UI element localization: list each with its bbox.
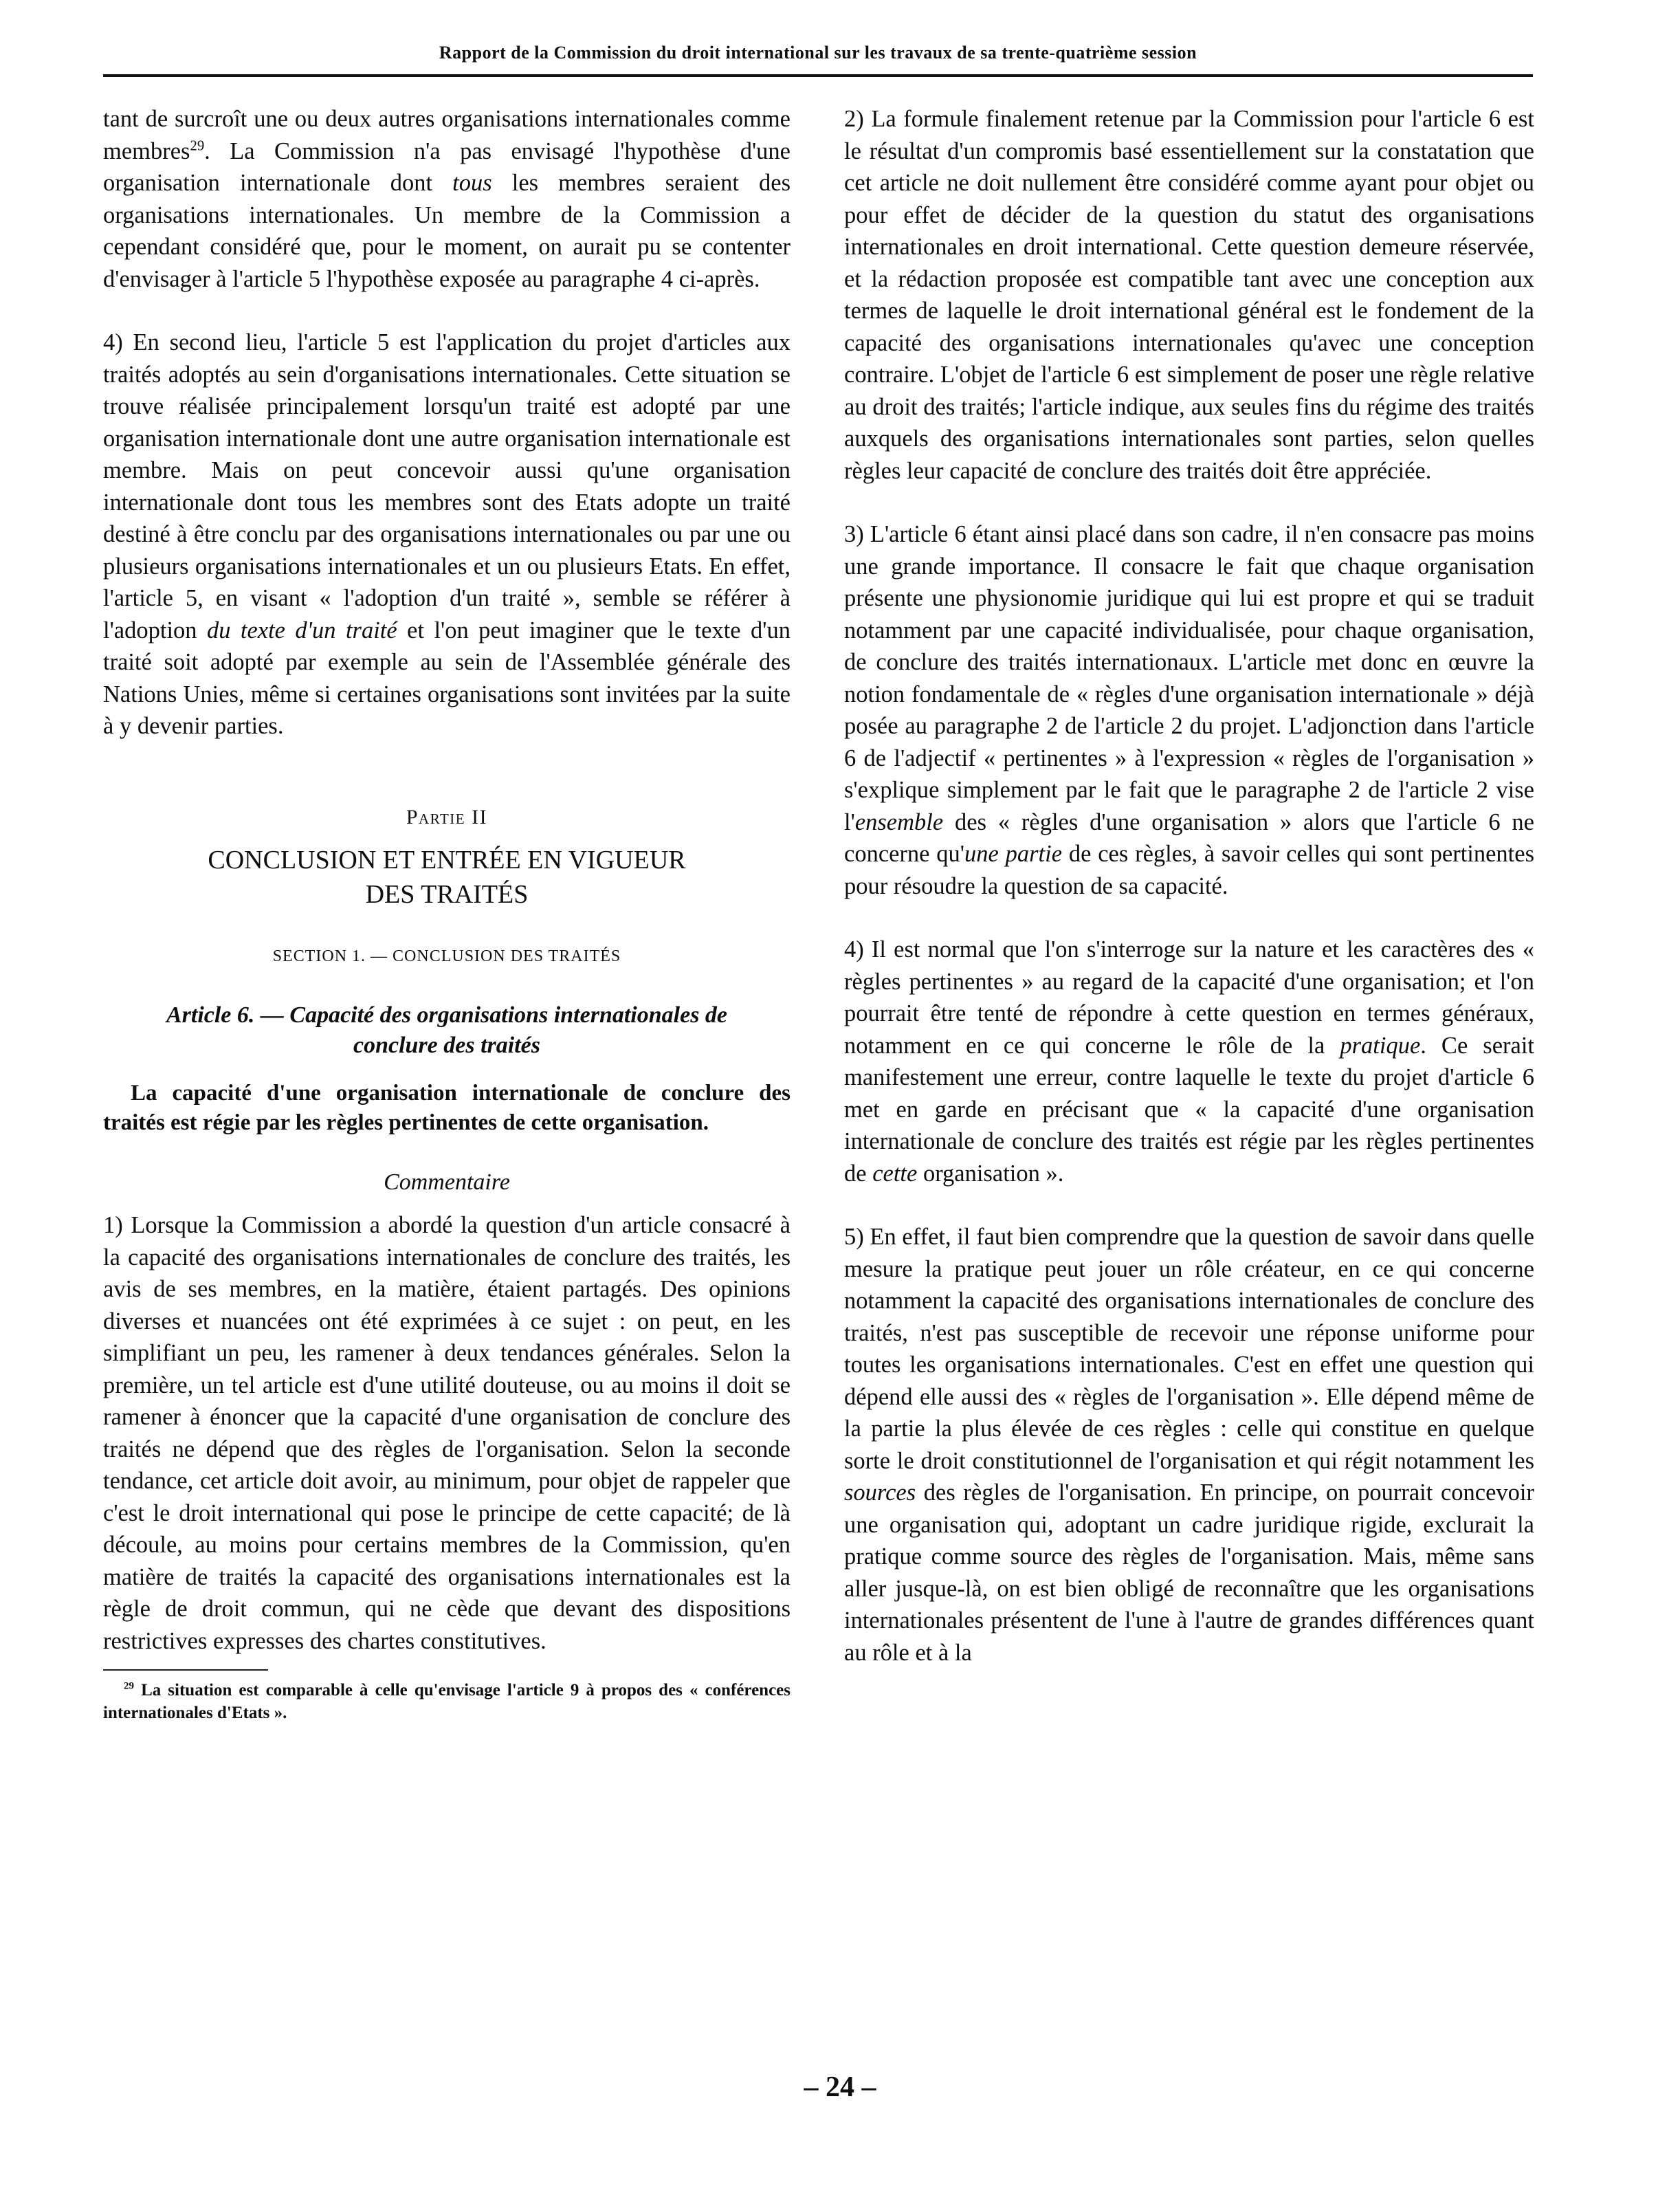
header-rule xyxy=(103,74,1533,77)
paragraph-continued: tant de surcroît une ou deux autres organisations internationales comme membres$^{29}$. La Commission n'a pas envisagé l'hypothèse d'une organisation internationale dont tous les membres seraient des organisations internationales. Un membre de la Commission a cependant considéré que, pour le moment, on aurait pu se contenter d'envisager à l'article 5 l'hypothèse exposée au paragraphe 4 ci-après. xyxy=(103,106,791,292)
article-text: La capacité d'une organisation internationale de conclure des traités est régie par les règles pertinentes de cette organisation. xyxy=(103,1080,791,1135)
paragraph-2: 2) La formule finalement retenue par la Commission pour l'article 6 est le résultat d'un compromis basé essentiellement sur la constatation que cet article ne doit nullement être considéré comme ayant pour objet ou pour effet de décider de la question du statut des organisations internationales en droit international. Cette question demeure réservée, et la rédaction proposée est compatible tant avec une conception aux termes de laquelle le droit international général est le fondement de la capacité des organisations internationales qu'avec une conception contraire. L'objet de l'article 6 est simplement de poser une règle relative au droit des traités; l'article indique, aux seules fins du régime des traités auxquels des organisations internationales sont parties, selon quelles règles leur capacité de conclure des traités doit être appréciée. xyxy=(844,106,1534,484)
section-heading: SECTION 1. — CONCLUSION DES TRAITÉS xyxy=(272,947,621,965)
footnote-rule xyxy=(103,1669,268,1671)
commentary-heading: Commentaire xyxy=(384,1169,510,1195)
paragraph-4-right: 4) Il est normal que l'on s'interroge sur la nature et les caractères des « règles pertinentes » au regard de la capacité d'une organisation; et l'on pourrait être tenté de répondre à cette question en termes généraux, notamment en ce qui concerne le rôle de la pratique. Ce serait manifestement une erreur, contre laquelle le texte du projet d'article 6 met en garde en précisant que « la capacité d'une organisation internationale de conclure des traités est régie par les règles pertinentes de cette organisation ». xyxy=(844,936,1535,1187)
part-title: CONCLUSION ET ENTRÉE EN VIGUEUR DES TRAITÉS xyxy=(208,846,686,909)
left-column xyxy=(103,103,791,1724)
paragraph-4-left: 4) En second lieu, l'article 5 est l'application du projet d'articles aux traités adoptés au sein d'organisations internationales. Cette situation se trouve réalisée principalement lorsqu'un traité est adopté par une organisation internationale dont une autre organisation internationale est membre. Mais on peut concevoir aussi qu'une organisation internationale dont tous les membres sont des Etats adopte un traité destiné à être conclu par des organisations internationales ou par une ou plusieurs organisations internationales et un ou plusieurs Etats. En effet, l'article 5, en visant « l'adoption d'un traité », semble se référer à l'adoption du texte d'un traité et l'on peut imaginer que le texte d'un traité soit adopté par exemple au sein de l'Assemblée générale des Nations Unies, même si certaines organisations sont invitées par la suite à y devenir parties. xyxy=(103,329,791,739)
paragraph-5: 5) En effet, il faut bien comprendre que la question de savoir dans quelle mesure la pratique peut jouer un rôle créateur, en ce qui concerne notamment la capacité des organisations internationales de conclure des traités, n'est pas susceptible de recevoir une réponse uniforme pour toutes les organisations internationales. C'est en effet une question qui dépend elle aussi des « règles de l'organisation ». Elle dépend même de la partie la plus élevée de ces règles : celle qui constitue en quelque sorte le droit constitutionnel de l'organisation et qui régit notamment les sources des règles de l'organisation. En principe, on pourrait concevoir une organisation qui, adoptant un cadre juridique rigide, exclurait la pratique comme source des règles de l'organisation. Mais, même sans aller jusque-là, on est bien obligé de reconnaître que les organisations internationales présentent de l'une à l'autre de grandes différences quant au rôle et à la xyxy=(844,1224,1534,1666)
paragraph-1: 1) Lorsque la Commission a abordé la question d'un article consacré à la capacité des organisations internationales de conclure des traités, les avis de ses membres, en la matière, étaient partagés. Des opinions diverses et nuancées ont été exprimées à ce sujet : on peut, en les simplifiant un peu, les ramener à deux tendances générales. Selon la première, un tel article est d'une utilité douteuse, ou au moins il doit se ramener à énoncer que la capacité d'une organisation de conclure des traités ne dépend que des règles de l'organisation. Selon la seconde tendance, cet article doit avoir, au minimum, pour objet de rappeler que c'est le droit international qui pose le principe de cette capacité; de là découle, au moins pour certains membres de la Commission, qu'en matière de traités la capacité des organisations internationales est la règle de droit commun, qui ne cède que devant des dispositions restrictives expresses des chartes constitutives. xyxy=(103,1212,791,1654)
page-number: – 24 – xyxy=(804,2071,876,2103)
part-label: Partie II xyxy=(406,805,488,828)
footnote-reference: 29 xyxy=(190,138,205,153)
right-column xyxy=(844,103,1534,1669)
article-heading: Article 6. — Capacité des organisations internationales de conclure des traités xyxy=(166,1002,728,1058)
running-header: Rapport de la Commission du droit international sur les travaux de sa trente-quatrième session xyxy=(439,43,1197,63)
paragraph-3: 3) L'article 6 étant ainsi placé dans son cadre, il n'en consacre pas moins une grande importance. Il consacre le fait que chaque organisation présente une physionomie juridique qui lui est propre et qui se traduit notamment par une capacité individualisée, pour chaque organisation, de conclure des traités internationaux. L'article met donc en œuvre la notion fondamentale de « règles d'une organisation internationale » déjà posée au paragraphe 2 de l'article 2 du projet. L'adjonction dans l'article 6 de l'adjectif « pertinentes » à l'expression « règles de l'organisation » s'explique simplement par le fait que le paragraphe 2 de l'article 2 vise l'ensemble des « règles d'une organisation » alors que l'article 6 ne concerne qu'une partie de ces règles, à savoir celles qui sont pertinentes pour résoudre la question de sa capacité. xyxy=(844,521,1534,899)
footnote: $^{29}$ La situation est comparable à celle qu'envisage l'article 9 à propos des « conférences internationales d'Etats ». xyxy=(103,1680,791,1722)
